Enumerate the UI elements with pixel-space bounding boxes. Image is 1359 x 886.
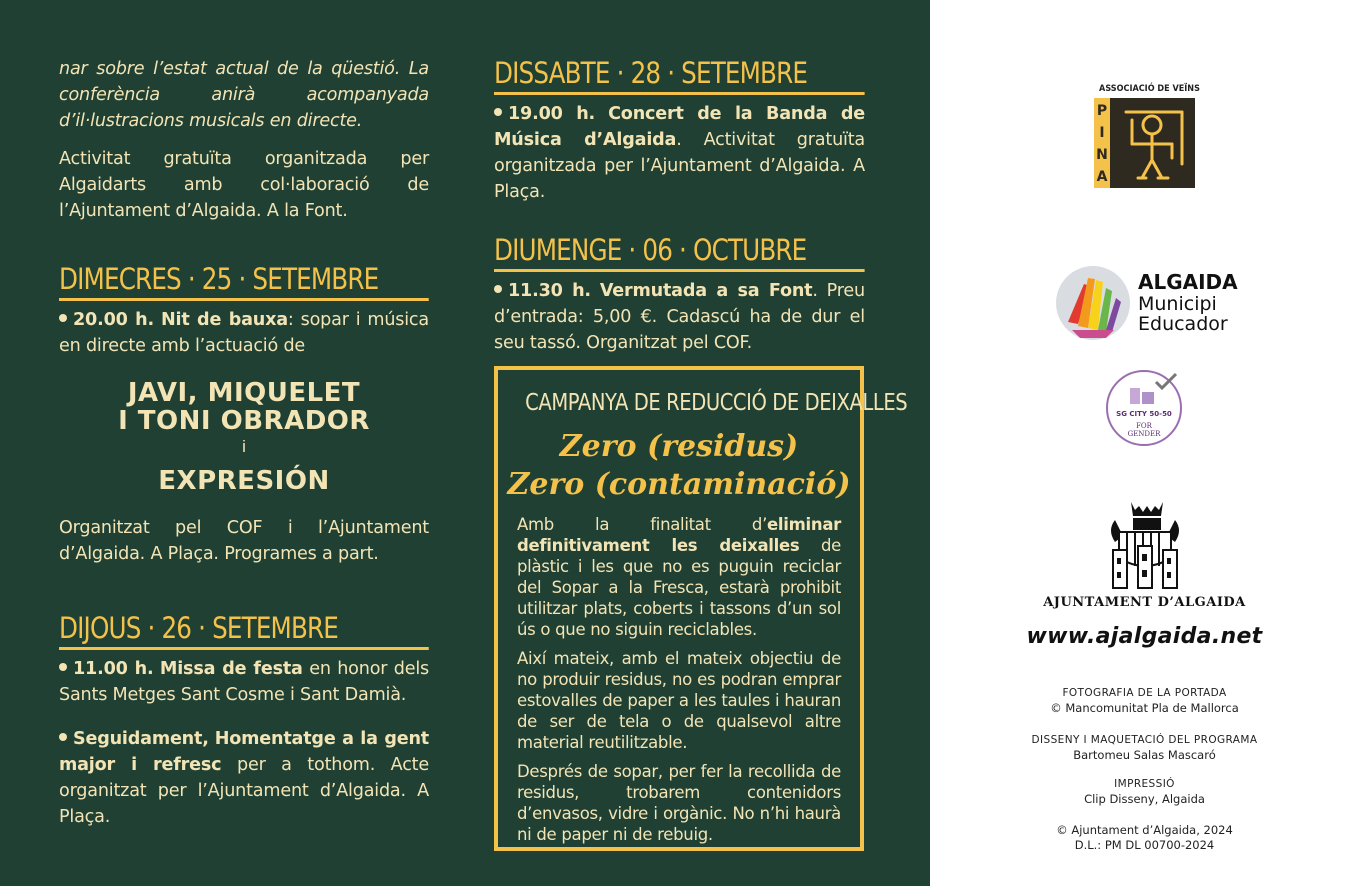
event-time: 19.00 h. [508, 104, 596, 124]
event-name: Missa de festa [159, 659, 303, 679]
campaign-paragraph-3: Després de sopar, per fer la recollida de residus, trobarem contenidors d’envasos, vidre i orgànic. No n’hi haurà ni de paper ni de rebuig. [517, 762, 841, 844]
pina-letter: I [1099, 125, 1105, 141]
sg-city-badge [1104, 368, 1184, 448]
algaida-sub-1: Municipi [1138, 293, 1217, 315]
left-column [59, 56, 429, 830]
algaida-educador-logo [1054, 264, 1254, 342]
event-name: Vermutada a sa Font [599, 281, 813, 301]
pina-logo [1094, 84, 1200, 188]
dijous-header: DIJOUS · 26 · SETEMBRE [59, 611, 429, 650]
campaign-zero-1: Zero (residus) [559, 429, 799, 464]
intro-italic: nar sobre l’estat actual de la qüestió. La conferència anirà acompanyada d’il·lustracions musicals en directe. [59, 59, 429, 131]
credit-label: IMPRESSIÓ [1114, 778, 1175, 790]
event-desc: en honor dels Sants Metges Sant Cosme i Sant Damià. [59, 659, 429, 705]
pina-top-text: ASSOCIACIÓ DE VEÏNS [1099, 84, 1200, 94]
event-time: 11.30 h. [508, 281, 591, 301]
algaida-title: ALGAIDA [1138, 270, 1238, 294]
bullet-icon [494, 285, 502, 293]
coat-of-arms-icon [1105, 500, 1185, 592]
credit-block [930, 777, 1359, 807]
credit-label: FOTOGRAFIA DE LA PORTADA [1062, 687, 1227, 699]
dimecres-note: Organitzat pel COF i l’Ajuntament d’Algaida. A Plaça. Programes a part. [59, 518, 429, 564]
dimecres-header: DIMECRES · 25 · SETEMBRE [59, 262, 429, 301]
artist-line-3: EXPRESIÓN [158, 466, 330, 496]
bullet-icon [59, 314, 67, 322]
event-name: Homentatge a la gent major i refresc [59, 729, 429, 775]
credit-block [930, 686, 1359, 716]
pina-letter: N [1096, 147, 1108, 163]
sg-city-text: SG CITY 50-50 [1116, 410, 1172, 418]
dimecres-event [59, 307, 429, 359]
credit-label: © Ajuntament d’Algaida, 2024 [1056, 823, 1233, 837]
event-desc: . Activitat gratuïta organitzada per l’Ajuntament d’Algaida. A Plaça. [494, 130, 865, 202]
dijous-event-2 [59, 726, 429, 830]
sg-for-text: FOR [1136, 422, 1152, 430]
credit-value: © Mancomunitat Pla de Mallorca [1050, 701, 1239, 715]
event-desc: : sopar i música en directe amb l’actuació de [59, 310, 429, 356]
middle-column [494, 56, 865, 356]
diumenge-event [494, 278, 865, 356]
artist-line-2: I TONI OBRADOR [118, 406, 370, 436]
ajuntament-name: AJUNTAMENT D’ALGAIDA [1043, 595, 1246, 610]
event-time: 11.00 h. [73, 659, 154, 679]
dijous-event [59, 656, 429, 708]
campaign-zero-2: Zero (contaminació) [507, 467, 851, 502]
intro-note: Activitat gratuïta organitzada per Algaidarts amb col·laboració de l’Ajuntament d’Algaida. A la Font. [59, 149, 429, 221]
dissabte-header: DISSABTE · 28 · SETEMBRE [494, 56, 865, 95]
event-desc: . Preu d’entrada: 5,00 €. Cadascú ha de dur el seu tassó. Organitzat pel COF. [494, 281, 865, 353]
artist-line-1: JAVI, MIQUELET [127, 378, 361, 408]
event-desc: per a tothom. Acte organitzat per l’Ajuntament d’Algaida. A Plaça. [59, 755, 429, 827]
dissabte-event [494, 101, 865, 205]
event-time: 20.00 h. [73, 310, 154, 330]
bullet-icon [494, 108, 502, 116]
diumenge-header: DIUMENGE · 06 · OCTUBRE [494, 233, 865, 272]
credit-value: Bartomeu Salas Mascaró [1073, 748, 1216, 762]
bullet-icon [59, 663, 67, 671]
pina-letter: A [1096, 169, 1108, 185]
sg-gender-text: GENDER [1127, 430, 1161, 438]
event-name: Nit de bauxa [160, 310, 288, 330]
pina-letter: P [1096, 103, 1108, 119]
credit-block [930, 823, 1359, 853]
credit-value: Clip Disseny, Algaida [1084, 792, 1205, 806]
campaign-title: CAMPANYA DE REDUCCIÓ DE DEIXALLES [525, 390, 908, 416]
artist-conjunction: i [242, 437, 246, 456]
campaign-box [494, 366, 908, 851]
credit-label: DISSENY I MAQUETACIÓ DEL PROGRAMA [1031, 734, 1258, 746]
campaign-paragraph-1: Amb la finalitat d’eliminar definitivament les deixalles de plàstic i les que no es puguin reciclar del Sopar a la Fresca, estarà prohibit utilitzar plats, coberts i tassons d’un sol ús o que no siguin reciclables. [517, 515, 841, 639]
hands-circle-icon [1054, 264, 1132, 342]
event-time: Seguidament, [73, 729, 209, 749]
website-link[interactable]: www.ajalgaida.net [1026, 624, 1263, 649]
credit-value: D.L.: PM DL 00700-2024 [1074, 838, 1215, 852]
bullet-icon [59, 733, 67, 741]
event-name: Concert de la Banda de Música d’Algaida [494, 104, 865, 150]
sponsors-panel [930, 0, 1359, 886]
credit-block [930, 733, 1359, 763]
pina-figure-icon [1110, 98, 1195, 188]
campaign-paragraph-2: Així mateix, amb el mateix objectiu de no produir residus, no es podran emprar estovalles de paper a les taules i hauran de ser de tela o de qualsevol altre material reutilitzable. [517, 649, 841, 752]
algaida-sub-2: Educador [1138, 313, 1228, 335]
